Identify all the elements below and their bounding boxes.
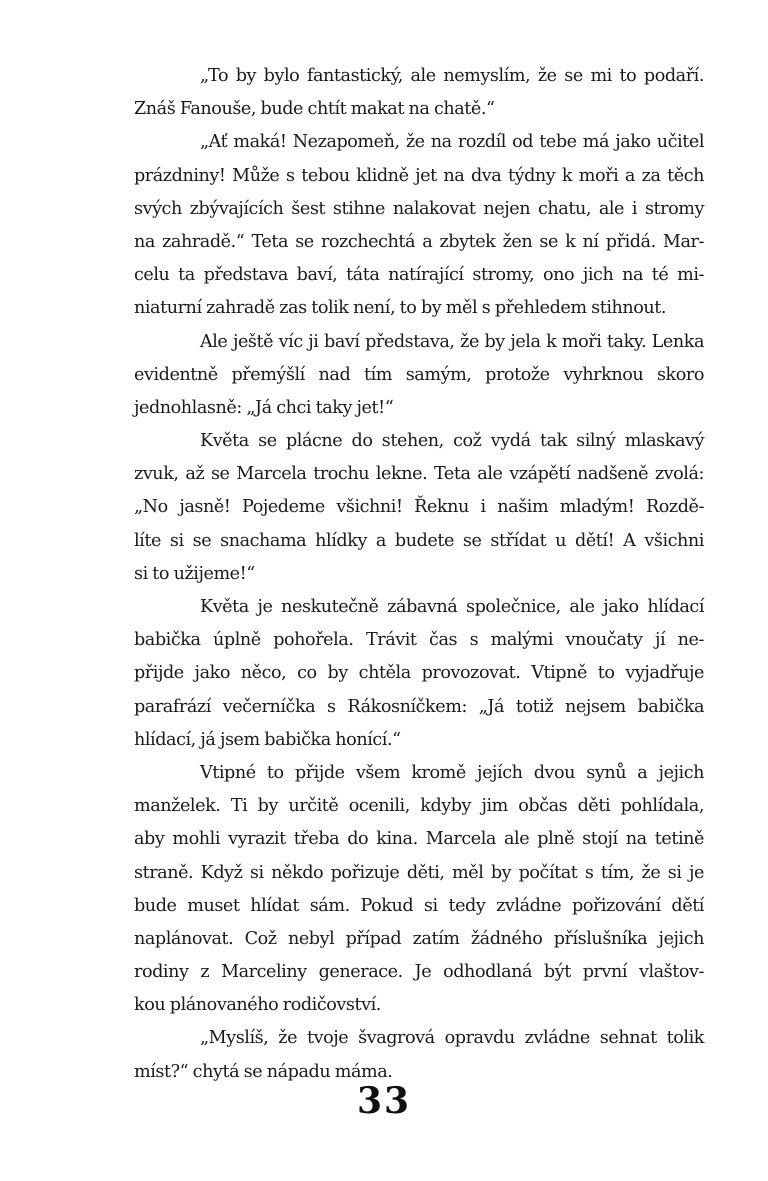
text-line: babička úplně pohořela. Trávit čas s malými vnoučaty jí ne-	[134, 630, 704, 651]
text-line: „Ať maká! Nezapomeň, že na rozdíl od tebe má jako učitel	[200, 132, 704, 153]
text-line: svých zbývajících šest stihne nalakovat nejen chatu, ale i stromy	[134, 198, 704, 219]
text-line: „No jasně! Pojedeme všichni! Řeknu i našim mladým! Rozdě-	[134, 497, 704, 518]
text-line: Ale ještě víc ji baví představa, že by jela k moři taky. Lenka	[200, 331, 704, 352]
text-line: hlídací, já jsem babička honící.“	[134, 729, 401, 750]
text-line: líte si se snachama hlídky a budete se střídat u dětí! A všichni	[134, 530, 704, 551]
text-line: si to užijeme!“	[134, 563, 255, 584]
text-line: manželek. Ti by určitě ocenili, kdyby jim občas děti pohlídala,	[134, 796, 704, 817]
text-line: aby mohli vyrazit třeba do kina. Marcela ale plně stojí na tetině	[134, 829, 704, 850]
text-line: celu ta představa baví, táta natírající stromy, ono jich na té mi-	[134, 265, 704, 286]
text-line: kou plánovaného rodičovství.	[134, 995, 381, 1016]
text-line: Květa se plácne do stehen, což vydá tak silný mlaskavý	[200, 431, 704, 452]
text-line: zvuk, až se Marcela trochu lekne. Teta ale vzápětí nadšeně zvolá:	[134, 464, 704, 485]
text-line: Květa je neskutečně zábavná společnice, ale jako hlídací	[200, 597, 704, 617]
text-line: rodiny z Marceliny generace. Je odhodlaná být první vlaštov-	[134, 962, 704, 983]
text-line: Znáš Fanouše, bude chtít makat na chatě.“	[134, 99, 495, 120]
text-line: evidentně přemýšlí nad tím samým, protože vyhrknou skoro	[134, 364, 704, 385]
text-line: naplánovat. Což nebyl případ zatím žádného příslušníka jejich	[134, 928, 704, 949]
text-line: na zahradě.“ Teta se rozchechtá a zbytek žen se k ní přidá. Mar-	[134, 231, 704, 252]
text-line: bude muset hlídat sám. Pokud si tedy zvládne pořizování dětí	[134, 895, 704, 916]
text-line: míst?“ chytá se nápadu máma.	[134, 1061, 393, 1082]
text-line: niaturní zahradě zas tolik není, to by měl s přehledem stihnout.	[134, 298, 667, 319]
text-line: přijde jako něco, co by chtěla provozovat. Vtipně to vyjadřuje	[134, 663, 704, 684]
page-number: 33	[356, 1080, 412, 1122]
text-line: „To by bylo fantastický, ale nemyslím, že se mi to podaří.	[200, 66, 704, 86]
text-line: parafrází večerníčka s Rákosníčkem: „Já totiž nejsem babička	[134, 696, 704, 717]
text-line: Vtipné to přijde všem kromě jejích dvou synů a jejich	[200, 762, 704, 783]
text-line: „Myslíš, že tvoje švagrová opravdu zvládne sehnat tolik	[200, 1028, 704, 1049]
text-line: prázdniny! Může s tebou klidně jet na dva týdny k moři a za těch	[134, 165, 704, 186]
text-line: jednohlasně: „Já chci taky jet!“	[134, 397, 394, 418]
text-line: straně. Když si někdo pořizuje děti, měl by počítat s tím, že si je	[134, 862, 704, 883]
body-text	[134, 60, 704, 1089]
